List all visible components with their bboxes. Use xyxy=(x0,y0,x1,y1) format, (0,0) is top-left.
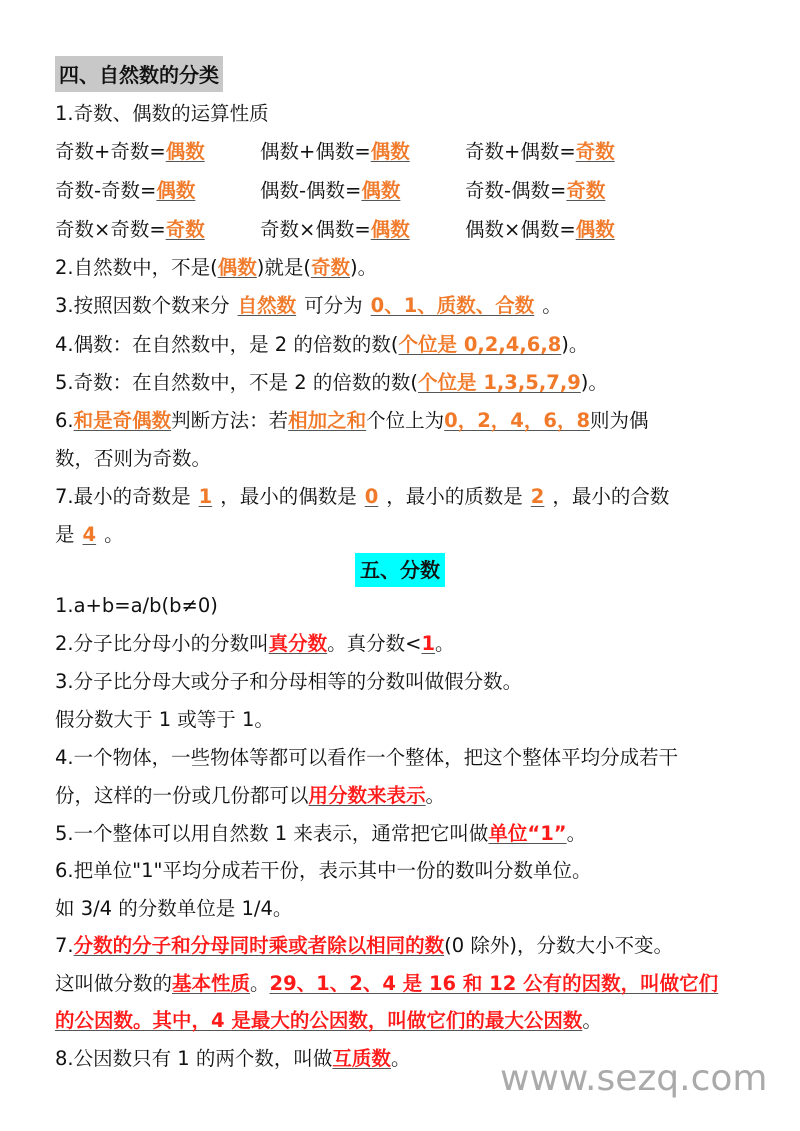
answer-red: 1 xyxy=(421,632,436,655)
text-segment: 。 xyxy=(425,784,446,807)
text-line xyxy=(55,933,673,959)
answer-orange: 偶数 xyxy=(361,179,401,202)
text-line xyxy=(55,484,669,510)
text-segment: 奇数-偶数= xyxy=(465,179,567,202)
text-line xyxy=(55,101,269,127)
answer-orange: 奇数 xyxy=(310,256,350,279)
text-line xyxy=(55,707,274,733)
text-line xyxy=(55,1008,602,1034)
text-segment: 7.最小的奇数是 xyxy=(55,485,191,508)
text-line xyxy=(55,669,522,695)
text-segment: 1.a+b=a/b(b≠0) xyxy=(55,594,218,617)
text-segment: 4.一个物体，一些物体等都可以看作一个整体，把这个整体平均分成若干 xyxy=(55,746,679,769)
text-segment: 判断方法：若 xyxy=(171,409,289,432)
answer-orange: 相加之和 xyxy=(288,409,367,432)
answer-red: 互质数 xyxy=(332,1047,391,1070)
text-segment: ，最小的质数是 xyxy=(386,485,523,508)
text-segment: )就是( xyxy=(256,256,311,279)
answer-orange: 自然数 xyxy=(237,294,297,317)
answer-orange: 0，2，4，6，8 xyxy=(444,409,591,432)
text-line xyxy=(55,631,455,657)
text-segment: 是 xyxy=(55,523,75,546)
section-4-heading: 四、自然数的分类 xyxy=(55,56,223,92)
text-segment: 如 3/4 的分数单位是 1/4。 xyxy=(55,897,293,920)
text-segment: 1.奇数、偶数的运算性质 xyxy=(55,102,269,125)
answer-orange: 奇数 xyxy=(566,179,606,202)
answer-orange: 偶数 xyxy=(217,256,257,279)
answer-red: 基本性质 xyxy=(172,972,251,995)
operation-rule xyxy=(260,178,400,204)
text-segment: )。 xyxy=(580,371,608,394)
text-segment: 6. xyxy=(55,409,74,432)
operation-rule xyxy=(55,217,205,243)
text-line xyxy=(55,408,649,434)
text-line xyxy=(55,332,588,358)
text-segment: 。 xyxy=(542,294,562,317)
text-segment: 5.一个整体可以用自然数 1 来表示，通常把它叫做 xyxy=(55,822,489,845)
answer-orange: 偶数 xyxy=(156,179,196,202)
text-segment: 可分为 xyxy=(304,294,363,317)
text-segment: 偶数+偶数= xyxy=(260,140,371,163)
text-segment: 5.奇数：在自然数中，不是 2 的倍数的数( xyxy=(55,371,419,394)
text-segment: 6.把单位"1"平均分成若干份，表示其中一份的数叫分数单位。 xyxy=(55,859,592,882)
answer-orange: 偶数 xyxy=(370,140,410,163)
text-line xyxy=(55,821,586,847)
text-segment: 则为偶 xyxy=(590,409,649,432)
text-segment: 奇数×奇数= xyxy=(55,218,166,241)
text-segment: 偶数×偶数= xyxy=(465,218,576,241)
answer-red: 29、1、2、4 是 16 和 12 公有的因数，叫做它们 xyxy=(269,972,719,995)
answer-orange: 奇数 xyxy=(165,218,205,241)
text-line xyxy=(55,783,445,809)
operation-rule xyxy=(465,139,615,165)
answer-orange: 4 xyxy=(82,523,97,546)
text-segment: 份，这样的一份或几份都可以 xyxy=(55,784,309,807)
answer-red: 分数的分子和分母同时乘或者除以相同的数 xyxy=(73,934,445,957)
watermark: www.sezq.com xyxy=(500,1058,768,1099)
text-segment: 3.按照因数个数来分 xyxy=(55,294,230,317)
text-segment: 。 xyxy=(582,1009,602,1032)
text-segment: 。 xyxy=(250,972,270,995)
text-segment: 个位上为 xyxy=(366,409,445,432)
text-segment: 。 xyxy=(104,523,124,546)
text-segment: 3.分子比分母大或分子和分母相等的分数叫做假分数。 xyxy=(55,670,523,693)
operation-rule xyxy=(55,178,195,204)
text-line xyxy=(55,293,562,319)
text-segment: 偶数-偶数= xyxy=(260,179,362,202)
text-line xyxy=(55,745,678,771)
answer-orange: 偶数 xyxy=(165,140,205,163)
operation-rule xyxy=(260,217,410,243)
text-segment: 7. xyxy=(55,934,74,957)
text-line xyxy=(55,896,292,922)
text-segment: 奇数×偶数= xyxy=(260,218,371,241)
text-segment: )。 xyxy=(349,256,378,279)
answer-orange: 奇数 xyxy=(575,140,615,163)
text-segment: 。真分数< xyxy=(327,632,422,655)
answer-orange: 个位是 1,3,5,7,9 xyxy=(418,371,581,394)
answer-orange: 偶数 xyxy=(370,218,410,241)
answer-orange: 偶数 xyxy=(575,218,615,241)
text-line xyxy=(55,593,218,619)
text-segment: ，最小的合数 xyxy=(552,485,670,508)
operation-rule xyxy=(465,178,605,204)
answer-orange: 2 xyxy=(530,485,545,508)
text-line xyxy=(55,446,211,472)
text-segment: 8.公因数只有 1 的两个数，叫做 xyxy=(55,1047,333,1070)
text-segment: 奇数+奇数= xyxy=(55,140,166,163)
text-segment: 假分数大于 1 或等于 1。 xyxy=(55,708,274,731)
answer-orange: 0 xyxy=(364,485,379,508)
text-segment: )。 xyxy=(561,333,589,356)
answer-orange: 个位是 0,2,4,6,8 xyxy=(398,333,562,356)
text-line xyxy=(55,370,608,396)
text-line xyxy=(55,971,718,997)
text-line xyxy=(55,858,591,884)
answer-red: 用分数来表示 xyxy=(308,784,426,807)
text-segment: 。 xyxy=(435,632,455,655)
answer-red: 的公因数。其中，4 是最大的公因数，叫做它们的最大公因数 xyxy=(55,1009,583,1032)
section-5-heading: 五、分数 xyxy=(355,553,445,587)
text-segment: 2.自然数中，不是( xyxy=(55,256,218,279)
text-line xyxy=(55,1046,410,1072)
answer-red: 单位“1” xyxy=(488,822,567,845)
text-segment: (0 除外)，分数大小不变。 xyxy=(444,934,673,957)
text-segment: ，最小的偶数是 xyxy=(220,485,357,508)
text-line xyxy=(55,522,124,548)
answer-orange: 1 xyxy=(198,485,213,508)
text-segment: 数，否则为奇数。 xyxy=(55,447,212,470)
operation-rule xyxy=(465,217,615,243)
operation-rule xyxy=(260,139,410,165)
text-segment: 这叫做分数的 xyxy=(55,972,173,995)
text-segment: 。 xyxy=(390,1047,411,1070)
text-segment: 2.分子比分母小的分数叫 xyxy=(55,632,269,655)
answer-orange: 0、1、质数、合数 xyxy=(370,294,535,317)
text-segment: 奇数-奇数= xyxy=(55,179,157,202)
text-segment: 。 xyxy=(566,822,587,845)
text-segment: 奇数+偶数= xyxy=(465,140,576,163)
answer-red: 真分数 xyxy=(268,632,328,655)
text-segment: 4.偶数：在自然数中，是 2 的倍数的数( xyxy=(55,333,399,356)
operation-rule xyxy=(55,139,205,165)
answer-orange: 和是奇偶数 xyxy=(73,409,172,432)
text-line xyxy=(55,255,377,281)
